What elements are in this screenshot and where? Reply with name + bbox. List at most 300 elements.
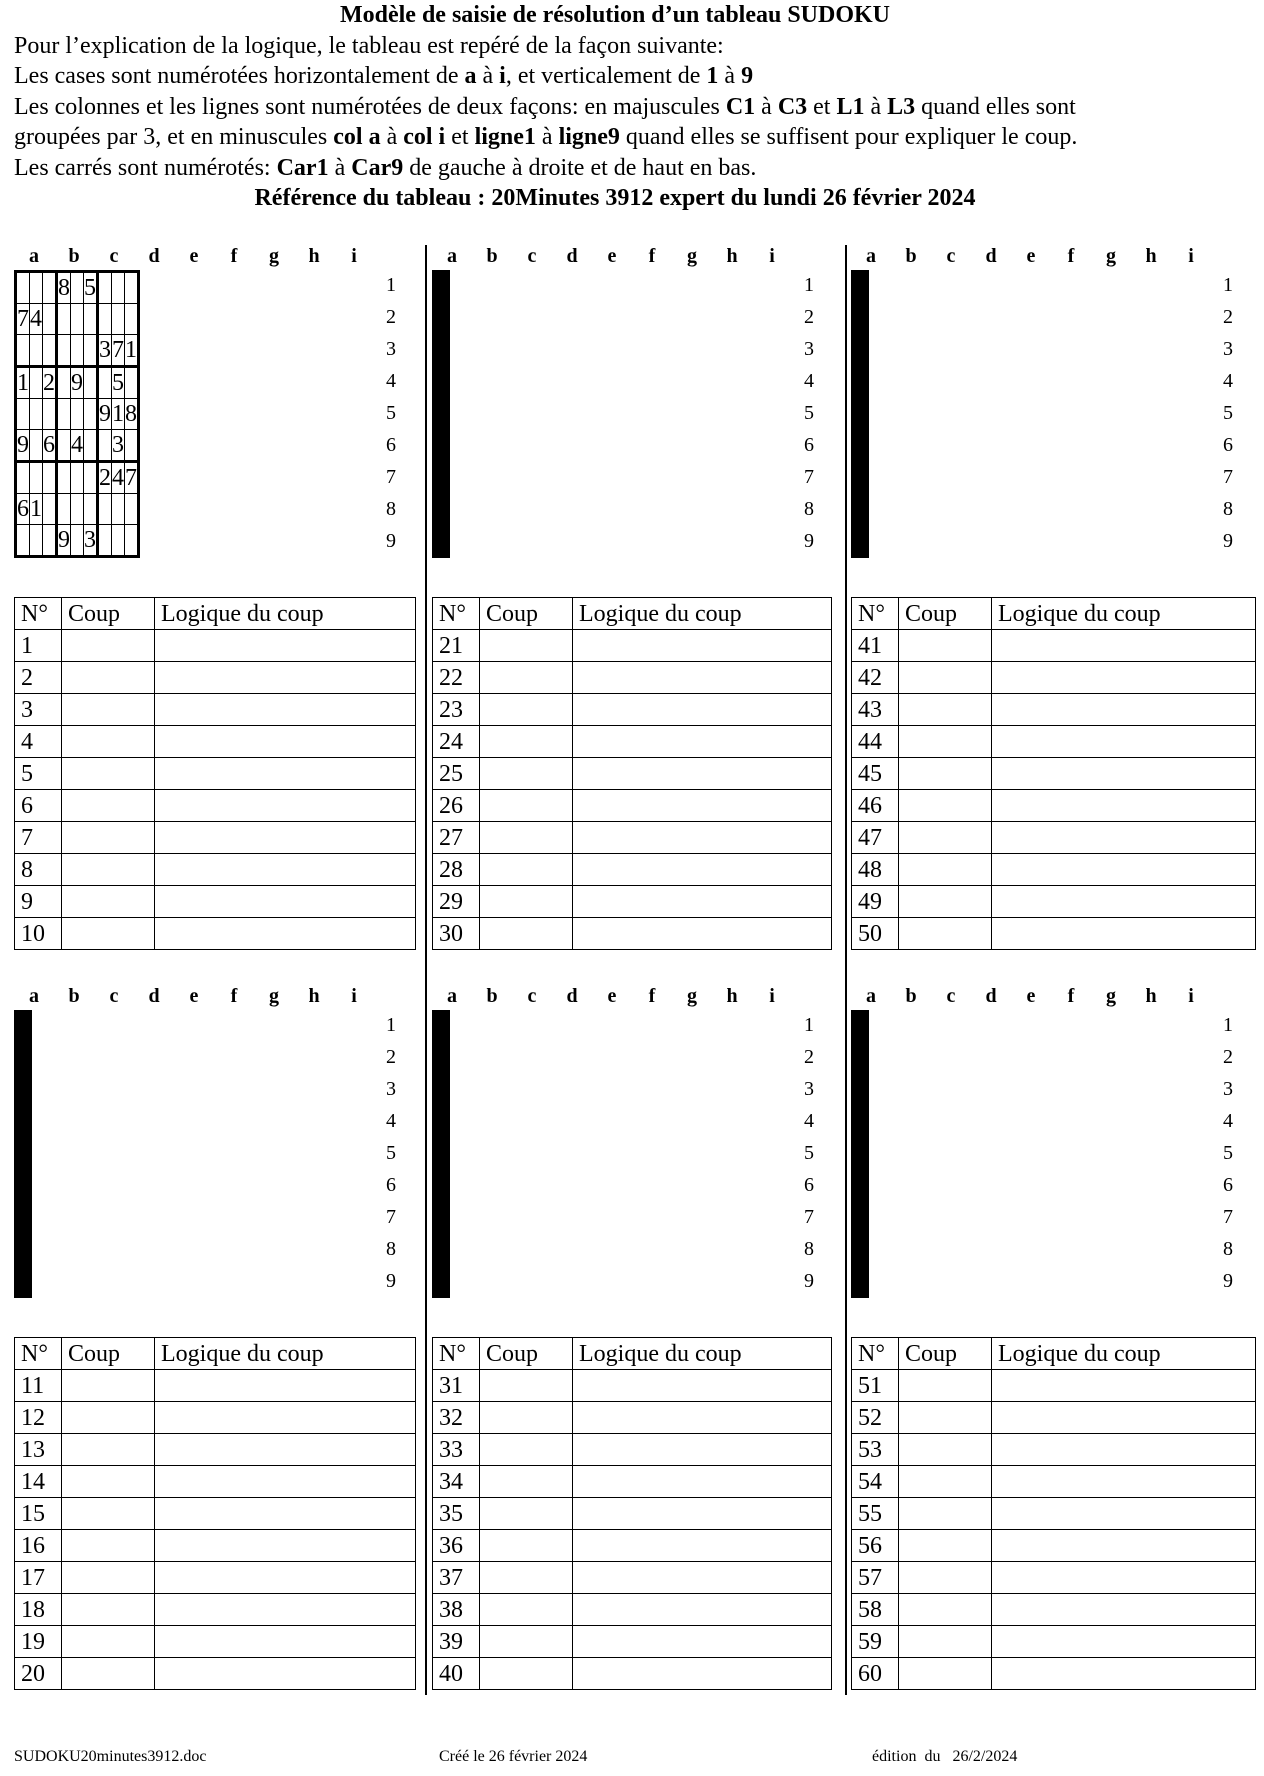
move-logic-cell[interactable] bbox=[573, 758, 832, 790]
move-logic-cell[interactable] bbox=[573, 1498, 832, 1530]
move-cell[interactable] bbox=[899, 1466, 992, 1498]
move-cell[interactable] bbox=[480, 1626, 573, 1658]
sudoku-cell[interactable] bbox=[43, 304, 57, 335]
sudoku-cell[interactable] bbox=[447, 1265, 449, 1297]
sudoku-cell[interactable]: 1 bbox=[125, 335, 139, 367]
move-logic-cell[interactable] bbox=[992, 1370, 1256, 1402]
sudoku-cell[interactable]: 3 bbox=[84, 525, 98, 557]
sudoku-cell[interactable] bbox=[866, 1075, 868, 1107]
move-row bbox=[852, 758, 1256, 790]
move-cell[interactable] bbox=[62, 854, 155, 886]
move-logic-cell[interactable] bbox=[155, 1562, 416, 1594]
move-logic-cell[interactable] bbox=[992, 630, 1256, 662]
sudoku-cell[interactable] bbox=[84, 430, 98, 462]
sudoku-cell[interactable]: 6 bbox=[16, 494, 30, 525]
sudoku-cell[interactable]: 9 bbox=[16, 430, 30, 462]
sudoku-cell[interactable] bbox=[866, 367, 868, 399]
move-cell[interactable] bbox=[62, 662, 155, 694]
move-cell[interactable] bbox=[480, 1402, 573, 1434]
sudoku-cell[interactable]: 3 bbox=[98, 335, 112, 367]
move-logic-cell[interactable] bbox=[992, 886, 1256, 918]
move-cell[interactable] bbox=[62, 726, 155, 758]
move-logic-cell[interactable] bbox=[155, 822, 416, 854]
move-number: 49 bbox=[852, 886, 899, 918]
sudoku-cell[interactable] bbox=[57, 367, 71, 399]
move-logic-cell[interactable] bbox=[155, 1498, 416, 1530]
move-row bbox=[15, 790, 416, 822]
move-logic-cell[interactable] bbox=[992, 1402, 1256, 1434]
sudoku-cell[interactable] bbox=[447, 430, 449, 462]
move-number: 4 bbox=[15, 726, 62, 758]
sudoku-cell[interactable] bbox=[866, 1202, 868, 1234]
move-logic-cell[interactable] bbox=[992, 726, 1256, 758]
move-cell[interactable] bbox=[480, 1562, 573, 1594]
sudoku-cell[interactable] bbox=[43, 494, 57, 525]
moves-header-logic: Logique du coup bbox=[992, 598, 1256, 630]
move-number: 27 bbox=[433, 822, 480, 854]
move-cell[interactable] bbox=[899, 1626, 992, 1658]
sudoku-cell[interactable] bbox=[125, 525, 139, 557]
footer-filename: SUDOKU20minutes3912.doc bbox=[14, 1748, 207, 1765]
sudoku-cell[interactable]: 2 bbox=[43, 367, 57, 399]
move-logic-cell[interactable] bbox=[573, 918, 832, 950]
move-number: 23 bbox=[433, 694, 480, 726]
move-cell[interactable] bbox=[899, 1530, 992, 1562]
sudoku-cell[interactable]: 5 bbox=[112, 367, 125, 399]
sudoku-cell[interactable]: 5 bbox=[84, 272, 98, 304]
move-cell[interactable] bbox=[899, 1402, 992, 1434]
sudoku-cell[interactable] bbox=[30, 367, 43, 399]
sudoku-cell[interactable] bbox=[447, 1075, 449, 1107]
move-row bbox=[852, 1658, 1256, 1690]
move-cell[interactable] bbox=[899, 1498, 992, 1530]
row-number: 9 bbox=[1223, 530, 1233, 552]
move-cell[interactable] bbox=[62, 630, 155, 662]
move-cell[interactable] bbox=[480, 662, 573, 694]
column-letter: d bbox=[985, 245, 997, 267]
sudoku-cell[interactable] bbox=[98, 430, 112, 462]
sudoku-cell[interactable]: 1 bbox=[112, 399, 125, 430]
sudoku-cell[interactable] bbox=[866, 304, 868, 335]
column-letter: a bbox=[866, 985, 876, 1007]
move-logic-cell[interactable] bbox=[573, 822, 832, 854]
sudoku-cell[interactable] bbox=[71, 272, 84, 304]
moves-header-number: N° bbox=[15, 598, 62, 630]
sudoku-cell[interactable] bbox=[43, 272, 57, 304]
sudoku-cell[interactable] bbox=[43, 399, 57, 430]
move-logic-cell[interactable] bbox=[155, 1658, 416, 1690]
sudoku-cell[interactable] bbox=[866, 525, 868, 557]
move-number: 35 bbox=[433, 1498, 480, 1530]
sudoku-cell[interactable] bbox=[125, 430, 139, 462]
sudoku-cell[interactable]: 6 bbox=[43, 430, 57, 462]
sudoku-cell[interactable] bbox=[447, 399, 449, 430]
move-cell[interactable] bbox=[62, 694, 155, 726]
move-logic-cell[interactable] bbox=[155, 1594, 416, 1626]
column-letter: e bbox=[189, 985, 199, 1007]
move-logic-cell[interactable] bbox=[573, 886, 832, 918]
move-cell[interactable] bbox=[62, 1434, 155, 1466]
move-number: 1 bbox=[15, 630, 62, 662]
move-cell[interactable] bbox=[62, 918, 155, 950]
sudoku-cell[interactable] bbox=[84, 462, 98, 494]
move-cell[interactable] bbox=[899, 790, 992, 822]
move-row bbox=[433, 790, 832, 822]
sudoku-cell[interactable] bbox=[112, 525, 125, 557]
column-letter: g bbox=[687, 245, 697, 267]
sudoku-cell[interactable] bbox=[84, 367, 98, 399]
move-cell[interactable] bbox=[62, 1594, 155, 1626]
sudoku-cell[interactable] bbox=[30, 525, 43, 557]
move-logic-cell[interactable] bbox=[573, 1658, 832, 1690]
row-number: 9 bbox=[804, 1270, 814, 1292]
move-cell[interactable] bbox=[62, 1658, 155, 1690]
sudoku-cell[interactable] bbox=[29, 1202, 31, 1234]
sudoku-cell[interactable]: 4 bbox=[112, 462, 125, 494]
move-logic-cell[interactable] bbox=[992, 1434, 1256, 1466]
move-logic-cell[interactable] bbox=[155, 662, 416, 694]
move-cell[interactable] bbox=[899, 1434, 992, 1466]
sudoku-cell[interactable] bbox=[57, 430, 71, 462]
sudoku-cell[interactable] bbox=[447, 367, 449, 399]
sudoku-cell[interactable] bbox=[71, 399, 84, 430]
sudoku-cell[interactable]: 8 bbox=[57, 272, 71, 304]
move-number: 16 bbox=[15, 1530, 62, 1562]
move-cell[interactable] bbox=[480, 790, 573, 822]
sudoku-cell[interactable] bbox=[447, 1107, 449, 1139]
sudoku-board bbox=[14, 270, 140, 558]
row-number: 6 bbox=[1223, 1174, 1233, 1196]
move-logic-cell[interactable] bbox=[992, 1562, 1256, 1594]
move-cell[interactable] bbox=[480, 630, 573, 662]
sudoku-cell[interactable] bbox=[16, 462, 30, 494]
sudoku-cell[interactable] bbox=[125, 367, 139, 399]
move-cell[interactable] bbox=[62, 758, 155, 790]
move-cell[interactable] bbox=[480, 1658, 573, 1690]
sudoku-cell[interactable] bbox=[447, 1012, 449, 1044]
move-logic-cell[interactable] bbox=[155, 886, 416, 918]
sudoku-cell[interactable]: 7 bbox=[16, 304, 30, 335]
sudoku-cell[interactable]: 1 bbox=[30, 494, 43, 525]
move-cell[interactable] bbox=[899, 1594, 992, 1626]
sudoku-cell[interactable] bbox=[447, 1234, 449, 1265]
move-logic-cell[interactable] bbox=[573, 1562, 832, 1594]
move-cell[interactable] bbox=[62, 1370, 155, 1402]
sudoku-cell[interactable] bbox=[29, 1139, 31, 1170]
move-cell[interactable] bbox=[62, 1626, 155, 1658]
move-cell[interactable] bbox=[899, 630, 992, 662]
sudoku-cell[interactable] bbox=[447, 1044, 449, 1075]
move-logic-cell[interactable] bbox=[155, 758, 416, 790]
move-cell[interactable] bbox=[62, 790, 155, 822]
move-cell[interactable] bbox=[480, 1466, 573, 1498]
move-logic-cell[interactable] bbox=[155, 1466, 416, 1498]
sudoku-cell[interactable] bbox=[29, 1107, 31, 1139]
sudoku-cell[interactable]: 8 bbox=[125, 399, 139, 430]
move-row bbox=[433, 1402, 832, 1434]
document-footer bbox=[14, 1748, 1254, 1770]
move-logic-cell[interactable] bbox=[573, 1370, 832, 1402]
move-logic-cell[interactable] bbox=[573, 694, 832, 726]
sudoku-cell[interactable]: 9 bbox=[71, 367, 84, 399]
move-row bbox=[15, 1370, 416, 1402]
move-logic-cell[interactable] bbox=[992, 758, 1256, 790]
sudoku-cell[interactable]: 2 bbox=[98, 462, 112, 494]
move-cell[interactable] bbox=[62, 886, 155, 918]
row-number: 3 bbox=[386, 338, 396, 360]
sudoku-cell[interactable] bbox=[866, 1012, 868, 1044]
move-logic-cell[interactable] bbox=[992, 1466, 1256, 1498]
move-logic-cell[interactable] bbox=[155, 694, 416, 726]
row-number: 4 bbox=[804, 370, 814, 392]
move-number: 20 bbox=[15, 1658, 62, 1690]
move-logic-cell[interactable] bbox=[155, 918, 416, 950]
sudoku-cell[interactable] bbox=[71, 494, 84, 525]
sudoku-cell[interactable] bbox=[84, 304, 98, 335]
sudoku-cell[interactable] bbox=[98, 304, 112, 335]
document-title: Modèle de saisie de résolution d’un tableau SUDOKU bbox=[339, 2, 891, 28]
move-cell[interactable] bbox=[480, 822, 573, 854]
intro-line: Les cases sont numérotées horizontalement de a à i, et verticalement de 1 à 9 bbox=[14, 63, 754, 89]
move-logic-cell[interactable] bbox=[992, 854, 1256, 886]
sudoku-cell[interactable] bbox=[866, 399, 868, 430]
sudoku-cell[interactable] bbox=[30, 272, 43, 304]
sudoku-cell[interactable]: 7 bbox=[125, 462, 139, 494]
sudoku-cell[interactable] bbox=[98, 272, 112, 304]
sudoku-cell[interactable] bbox=[43, 335, 57, 367]
row-number: 7 bbox=[1223, 1206, 1233, 1228]
sudoku-cell[interactable] bbox=[71, 462, 84, 494]
sudoku-cell[interactable] bbox=[29, 1170, 31, 1202]
move-logic-cell[interactable] bbox=[573, 1466, 832, 1498]
sudoku-cell[interactable] bbox=[112, 494, 125, 525]
sudoku-cell[interactable] bbox=[57, 335, 71, 367]
move-logic-cell[interactable] bbox=[992, 662, 1256, 694]
move-logic-cell[interactable] bbox=[573, 662, 832, 694]
move-logic-cell[interactable] bbox=[573, 1434, 832, 1466]
move-row bbox=[15, 1434, 416, 1466]
move-cell[interactable] bbox=[480, 918, 573, 950]
sudoku-cell[interactable]: 9 bbox=[98, 399, 112, 430]
sudoku-cell[interactable] bbox=[43, 462, 57, 494]
sudoku-cell[interactable] bbox=[29, 1234, 31, 1265]
sudoku-cell[interactable] bbox=[125, 494, 139, 525]
sudoku-cell[interactable] bbox=[57, 399, 71, 430]
move-logic-cell[interactable] bbox=[992, 1658, 1256, 1690]
move-cell[interactable] bbox=[480, 726, 573, 758]
sudoku-cell[interactable]: 1 bbox=[16, 367, 30, 399]
move-number: 50 bbox=[852, 918, 899, 950]
row-number: 5 bbox=[804, 402, 814, 424]
sudoku-cell[interactable]: 3 bbox=[112, 430, 125, 462]
move-number: 40 bbox=[433, 1658, 480, 1690]
move-row bbox=[852, 1466, 1256, 1498]
sudoku-cell[interactable] bbox=[866, 1265, 868, 1297]
move-cell[interactable] bbox=[899, 758, 992, 790]
sudoku-cell[interactable] bbox=[29, 1012, 31, 1044]
move-cell[interactable] bbox=[480, 886, 573, 918]
sudoku-cell[interactable] bbox=[84, 494, 98, 525]
sudoku-cell[interactable] bbox=[112, 304, 125, 335]
sudoku-cell[interactable]: 4 bbox=[30, 304, 43, 335]
move-cell[interactable] bbox=[899, 854, 992, 886]
row-number: 4 bbox=[1223, 370, 1233, 392]
sudoku-cell[interactable] bbox=[125, 272, 139, 304]
sudoku-cell[interactable] bbox=[125, 304, 139, 335]
sudoku-cell[interactable] bbox=[30, 430, 43, 462]
sudoku-cell[interactable]: 9 bbox=[57, 525, 71, 557]
move-cell[interactable] bbox=[899, 726, 992, 758]
sudoku-cell[interactable] bbox=[447, 272, 449, 304]
move-cell[interactable] bbox=[899, 1370, 992, 1402]
move-cell[interactable] bbox=[480, 1434, 573, 1466]
column-letter: i bbox=[351, 985, 357, 1007]
sudoku-cell[interactable] bbox=[447, 1202, 449, 1234]
move-cell[interactable] bbox=[899, 1562, 992, 1594]
move-logic-cell[interactable] bbox=[573, 854, 832, 886]
move-cell[interactable] bbox=[62, 1530, 155, 1562]
column-letter: e bbox=[189, 245, 199, 267]
move-logic-cell[interactable] bbox=[573, 630, 832, 662]
sudoku-cell[interactable] bbox=[84, 399, 98, 430]
move-cell[interactable] bbox=[62, 1466, 155, 1498]
move-cell[interactable] bbox=[62, 1402, 155, 1434]
move-number: 45 bbox=[852, 758, 899, 790]
sudoku-cell[interactable] bbox=[43, 525, 57, 557]
move-number: 29 bbox=[433, 886, 480, 918]
move-cell[interactable] bbox=[899, 886, 992, 918]
sudoku-cell[interactable] bbox=[57, 494, 71, 525]
sudoku-cell[interactable]: 7 bbox=[112, 335, 125, 367]
move-logic-cell[interactable] bbox=[573, 1530, 832, 1562]
sudoku-cell[interactable] bbox=[866, 1234, 868, 1265]
move-logic-cell[interactable] bbox=[992, 822, 1256, 854]
sudoku-cell[interactable] bbox=[866, 335, 868, 367]
move-logic-cell[interactable] bbox=[155, 1626, 416, 1658]
move-logic-cell[interactable] bbox=[573, 726, 832, 758]
sudoku-cell[interactable] bbox=[866, 1044, 868, 1075]
sudoku-cell[interactable] bbox=[447, 1170, 449, 1202]
move-logic-cell[interactable] bbox=[155, 630, 416, 662]
move-cell[interactable] bbox=[480, 1530, 573, 1562]
sudoku-cell[interactable] bbox=[16, 399, 30, 430]
row-number: 8 bbox=[1223, 1238, 1233, 1260]
move-logic-cell[interactable] bbox=[992, 1594, 1256, 1626]
sudoku-cell[interactable] bbox=[71, 335, 84, 367]
move-logic-cell[interactable] bbox=[992, 1626, 1256, 1658]
moves-header-move: Coup bbox=[62, 1338, 155, 1370]
move-logic-cell[interactable] bbox=[155, 1434, 416, 1466]
move-cell[interactable] bbox=[62, 1498, 155, 1530]
sudoku-cell[interactable] bbox=[98, 367, 112, 399]
sudoku-cell[interactable] bbox=[112, 272, 125, 304]
move-number: 2 bbox=[15, 662, 62, 694]
move-logic-cell[interactable] bbox=[573, 790, 832, 822]
sudoku-cell[interactable] bbox=[447, 494, 449, 525]
move-number: 60 bbox=[852, 1658, 899, 1690]
sudoku-cell[interactable] bbox=[71, 525, 84, 557]
sudoku-cell[interactable] bbox=[71, 304, 84, 335]
sudoku-cell[interactable] bbox=[866, 1170, 868, 1202]
sudoku-cell[interactable] bbox=[866, 1107, 868, 1139]
sudoku-cell[interactable] bbox=[98, 525, 112, 557]
move-cell[interactable] bbox=[480, 694, 573, 726]
move-logic-cell[interactable] bbox=[992, 918, 1256, 950]
sudoku-cell[interactable] bbox=[30, 462, 43, 494]
move-cell[interactable] bbox=[480, 1594, 573, 1626]
sudoku-cell[interactable] bbox=[447, 1139, 449, 1170]
column-letter: c bbox=[946, 985, 956, 1007]
moves-header-logic: Logique du coup bbox=[155, 598, 416, 630]
sudoku-cell[interactable] bbox=[30, 335, 43, 367]
move-logic-cell[interactable] bbox=[573, 1626, 832, 1658]
move-logic-cell[interactable] bbox=[155, 1530, 416, 1562]
move-logic-cell[interactable] bbox=[573, 1594, 832, 1626]
sudoku-cell[interactable] bbox=[30, 399, 43, 430]
sudoku-cell[interactable] bbox=[447, 335, 449, 367]
move-row bbox=[852, 1498, 1256, 1530]
move-row bbox=[15, 918, 416, 950]
move-logic-cell[interactable] bbox=[155, 790, 416, 822]
sudoku-cell[interactable] bbox=[29, 1044, 31, 1075]
sudoku-cell[interactable] bbox=[866, 494, 868, 525]
move-logic-cell[interactable] bbox=[573, 1402, 832, 1434]
move-cell[interactable] bbox=[899, 1658, 992, 1690]
sudoku-cell[interactable] bbox=[57, 462, 71, 494]
move-cell[interactable] bbox=[899, 918, 992, 950]
move-cell[interactable] bbox=[480, 1370, 573, 1402]
sudoku-cell[interactable] bbox=[447, 525, 449, 557]
row-number: 8 bbox=[804, 498, 814, 520]
move-row bbox=[15, 886, 416, 918]
sudoku-cell[interactable] bbox=[29, 1265, 31, 1297]
move-logic-cell[interactable] bbox=[992, 1498, 1256, 1530]
sudoku-cell[interactable] bbox=[866, 272, 868, 304]
move-logic-cell[interactable] bbox=[992, 694, 1256, 726]
sudoku-cell[interactable] bbox=[866, 1139, 868, 1170]
sudoku-cell[interactable] bbox=[16, 525, 30, 557]
move-cell[interactable] bbox=[480, 1498, 573, 1530]
sudoku-cell[interactable] bbox=[866, 462, 868, 494]
sudoku-cell[interactable] bbox=[29, 1075, 31, 1107]
move-logic-cell[interactable] bbox=[992, 790, 1256, 822]
move-cell[interactable] bbox=[480, 758, 573, 790]
sudoku-cell[interactable] bbox=[16, 335, 30, 367]
move-logic-cell[interactable] bbox=[992, 1530, 1256, 1562]
sudoku-cell[interactable] bbox=[866, 430, 868, 462]
move-cell[interactable] bbox=[899, 694, 992, 726]
move-logic-cell[interactable] bbox=[155, 1370, 416, 1402]
column-letter: g bbox=[687, 985, 697, 1007]
move-logic-cell[interactable] bbox=[155, 854, 416, 886]
move-cell[interactable] bbox=[62, 822, 155, 854]
sudoku-cell[interactable] bbox=[447, 304, 449, 335]
move-cell[interactable] bbox=[480, 854, 573, 886]
row-number: 5 bbox=[1223, 1142, 1233, 1164]
sudoku-cell[interactable] bbox=[16, 272, 30, 304]
sudoku-cell[interactable]: 4 bbox=[71, 430, 84, 462]
move-logic-cell[interactable] bbox=[155, 726, 416, 758]
move-cell[interactable] bbox=[899, 822, 992, 854]
move-cell[interactable] bbox=[899, 662, 992, 694]
sudoku-cell[interactable] bbox=[447, 462, 449, 494]
move-cell[interactable] bbox=[62, 1562, 155, 1594]
sudoku-cell[interactable] bbox=[57, 304, 71, 335]
move-logic-cell[interactable] bbox=[155, 1402, 416, 1434]
column-divider bbox=[845, 245, 847, 1695]
sudoku-cell[interactable] bbox=[98, 494, 112, 525]
sudoku-cell[interactable] bbox=[84, 335, 98, 367]
